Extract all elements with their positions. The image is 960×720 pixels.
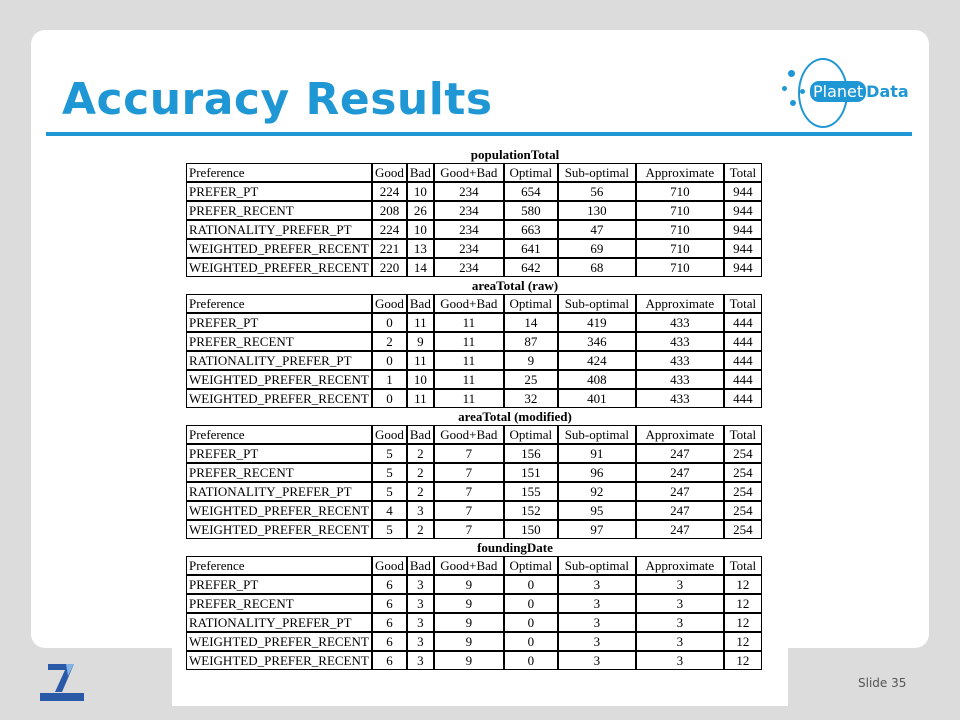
table-header-row xyxy=(186,294,762,313)
preference-cell: PREFER_PT xyxy=(186,444,372,463)
value-cell: 2 xyxy=(407,482,434,501)
value-cell: 254 xyxy=(724,482,762,501)
slide-number-value: 35 xyxy=(891,676,907,690)
value-cell: 7 xyxy=(434,520,504,539)
value-cell: 155 xyxy=(504,482,558,501)
value-cell: 9 xyxy=(434,594,504,613)
logo-wordmark xyxy=(810,82,909,101)
value-cell: 247 xyxy=(636,501,724,520)
value-cell: 944 xyxy=(724,182,762,201)
value-cell: 152 xyxy=(504,501,558,520)
value-cell: 1 xyxy=(372,370,407,389)
value-cell: 408 xyxy=(558,370,636,389)
value-cell: 150 xyxy=(504,520,558,539)
table-row xyxy=(186,201,762,220)
preference-cell: PREFER_PT xyxy=(186,575,372,594)
value-cell: 7 xyxy=(434,444,504,463)
value-cell: 11 xyxy=(434,389,504,408)
value-cell: 710 xyxy=(636,239,724,258)
results-section xyxy=(172,146,788,277)
value-cell: 11 xyxy=(407,351,434,370)
value-cell: 9 xyxy=(434,575,504,594)
value-cell: 654 xyxy=(504,182,558,201)
value-cell: 0 xyxy=(504,613,558,632)
value-cell: 710 xyxy=(636,182,724,201)
value-cell: 710 xyxy=(636,258,724,277)
value-cell: 7 xyxy=(434,482,504,501)
value-cell: 234 xyxy=(434,201,504,220)
value-cell: 5 xyxy=(372,482,407,501)
fp7-seven-icon xyxy=(46,662,76,692)
table-row xyxy=(186,651,762,670)
table-row xyxy=(186,220,762,239)
value-cell: 663 xyxy=(504,220,558,239)
value-cell: 4 xyxy=(372,501,407,520)
value-cell: 97 xyxy=(558,520,636,539)
table-caption: foundingDate xyxy=(477,540,553,555)
logo-dot xyxy=(788,70,795,77)
column-header: Bad xyxy=(407,294,434,313)
value-cell: 433 xyxy=(636,332,724,351)
value-cell: 3 xyxy=(407,632,434,651)
value-cell: 224 xyxy=(372,182,407,201)
value-cell: 156 xyxy=(504,444,558,463)
value-cell: 3 xyxy=(558,632,636,651)
value-cell: 3 xyxy=(636,613,724,632)
column-header: Total xyxy=(724,163,762,182)
value-cell: 6 xyxy=(372,613,407,632)
table-row xyxy=(186,463,762,482)
value-cell: 130 xyxy=(558,201,636,220)
value-cell: 433 xyxy=(636,351,724,370)
value-cell: 3 xyxy=(558,594,636,613)
value-cell: 5 xyxy=(372,463,407,482)
value-cell: 346 xyxy=(558,332,636,351)
results-table xyxy=(186,425,762,539)
column-header: Total xyxy=(724,294,762,313)
value-cell: 26 xyxy=(407,201,434,220)
results-tables xyxy=(172,146,788,706)
value-cell: 92 xyxy=(558,482,636,501)
preference-cell: RATIONALITY_PREFER_PT xyxy=(186,220,372,239)
column-header: Sub-optimal xyxy=(558,425,636,444)
value-cell: 9 xyxy=(407,332,434,351)
table-row xyxy=(186,501,762,520)
value-cell: 3 xyxy=(407,651,434,670)
preference-cell: WEIGHTED_PREFER_RECENT xyxy=(186,501,372,520)
value-cell: 11 xyxy=(407,313,434,332)
preference-cell: RATIONALITY_PREFER_PT xyxy=(186,482,372,501)
column-header: Approximate xyxy=(636,163,724,182)
value-cell: 96 xyxy=(558,463,636,482)
table-header-row xyxy=(186,425,762,444)
logo-word-data: Data xyxy=(866,82,909,101)
value-cell: 234 xyxy=(434,239,504,258)
column-header: Optimal xyxy=(504,425,558,444)
value-cell: 12 xyxy=(724,632,762,651)
logo-dot xyxy=(790,100,796,106)
value-cell: 3 xyxy=(636,651,724,670)
value-cell: 580 xyxy=(504,201,558,220)
value-cell: 11 xyxy=(434,370,504,389)
preference-cell: WEIGHTED_PREFER_RECENT xyxy=(186,520,372,539)
value-cell: 12 xyxy=(724,575,762,594)
column-header: Good+Bad xyxy=(434,425,504,444)
preference-cell: WEIGHTED_PREFER_RECENT xyxy=(186,370,372,389)
value-cell: 151 xyxy=(504,463,558,482)
value-cell: 444 xyxy=(724,389,762,408)
column-header: Total xyxy=(724,556,762,575)
column-header: Approximate xyxy=(636,425,724,444)
logo-dot xyxy=(800,89,805,94)
value-cell: 14 xyxy=(407,258,434,277)
column-header: Sub-optimal xyxy=(558,556,636,575)
value-cell: 7 xyxy=(434,501,504,520)
value-cell: 12 xyxy=(724,613,762,632)
table-row xyxy=(186,482,762,501)
column-header: Good xyxy=(372,556,407,575)
value-cell: 444 xyxy=(724,370,762,389)
table-row xyxy=(186,389,762,408)
column-header: Bad xyxy=(407,425,434,444)
value-cell: 234 xyxy=(434,258,504,277)
value-cell: 2 xyxy=(407,444,434,463)
value-cell: 444 xyxy=(724,351,762,370)
column-header: Preference xyxy=(186,556,372,575)
value-cell: 444 xyxy=(724,313,762,332)
column-header: Optimal xyxy=(504,294,558,313)
value-cell: 3 xyxy=(636,575,724,594)
value-cell: 247 xyxy=(636,444,724,463)
table-row xyxy=(186,332,762,351)
table-row xyxy=(186,239,762,258)
preference-cell: WEIGHTED_PREFER_RECENT xyxy=(186,389,372,408)
table-row xyxy=(186,351,762,370)
results-section xyxy=(172,277,788,408)
logo-word-planet: Planet xyxy=(810,81,866,102)
value-cell: 87 xyxy=(504,332,558,351)
value-cell: 247 xyxy=(636,520,724,539)
column-header: Sub-optimal xyxy=(558,163,636,182)
column-header: Good+Bad xyxy=(434,294,504,313)
preference-cell: RATIONALITY_PREFER_PT xyxy=(186,351,372,370)
column-header: Approximate xyxy=(636,556,724,575)
value-cell: 247 xyxy=(636,482,724,501)
column-header: Good xyxy=(372,294,407,313)
value-cell: 11 xyxy=(434,351,504,370)
table-row xyxy=(186,594,762,613)
value-cell: 25 xyxy=(504,370,558,389)
slide-label: Slide xyxy=(858,676,888,690)
value-cell: 13 xyxy=(407,239,434,258)
preference-cell: PREFER_RECENT xyxy=(186,463,372,482)
table-row xyxy=(186,575,762,594)
value-cell: 11 xyxy=(434,313,504,332)
preference-cell: WEIGHTED_PREFER_RECENT xyxy=(186,258,372,277)
value-cell: 3 xyxy=(636,632,724,651)
value-cell: 6 xyxy=(372,632,407,651)
fp7-logo xyxy=(40,662,84,704)
planet-data-logo xyxy=(778,56,928,136)
column-header: Preference xyxy=(186,163,372,182)
value-cell: 3 xyxy=(558,575,636,594)
column-header: Bad xyxy=(407,163,434,182)
preference-cell: PREFER_PT xyxy=(186,313,372,332)
value-cell: 5 xyxy=(372,520,407,539)
results-section xyxy=(172,539,788,670)
value-cell: 3 xyxy=(407,613,434,632)
table-row xyxy=(186,370,762,389)
table-header-row xyxy=(186,556,762,575)
preference-cell: PREFER_RECENT xyxy=(186,201,372,220)
table-caption: areaTotal (modified) xyxy=(458,409,572,424)
value-cell: 47 xyxy=(558,220,636,239)
value-cell: 0 xyxy=(504,575,558,594)
value-cell: 7 xyxy=(434,463,504,482)
value-cell: 944 xyxy=(724,201,762,220)
value-cell: 9 xyxy=(434,632,504,651)
value-cell: 91 xyxy=(558,444,636,463)
value-cell: 433 xyxy=(636,313,724,332)
value-cell: 944 xyxy=(724,239,762,258)
value-cell: 5 xyxy=(372,444,407,463)
value-cell: 254 xyxy=(724,463,762,482)
table-row xyxy=(186,313,762,332)
preference-cell: PREFER_RECENT xyxy=(186,332,372,351)
value-cell: 433 xyxy=(636,370,724,389)
value-cell: 2 xyxy=(407,520,434,539)
column-header: Optimal xyxy=(504,556,558,575)
column-header: Optimal xyxy=(504,163,558,182)
preference-cell: WEIGHTED_PREFER_RECENT xyxy=(186,651,372,670)
value-cell: 220 xyxy=(372,258,407,277)
value-cell: 224 xyxy=(372,220,407,239)
column-header: Good xyxy=(372,425,407,444)
value-cell: 12 xyxy=(724,651,762,670)
table-row xyxy=(186,258,762,277)
table-caption: areaTotal (raw) xyxy=(471,278,559,293)
value-cell: 3 xyxy=(407,575,434,594)
value-cell: 68 xyxy=(558,258,636,277)
value-cell: 944 xyxy=(724,258,762,277)
value-cell: 254 xyxy=(724,520,762,539)
value-cell: 10 xyxy=(407,182,434,201)
value-cell: 401 xyxy=(558,389,636,408)
value-cell: 6 xyxy=(372,594,407,613)
table-row xyxy=(186,632,762,651)
fp7-caption-bar xyxy=(40,693,84,701)
value-cell: 2 xyxy=(407,463,434,482)
value-cell: 3 xyxy=(636,594,724,613)
value-cell: 6 xyxy=(372,575,407,594)
column-header: Good+Bad xyxy=(434,556,504,575)
preference-cell: RATIONALITY_PREFER_PT xyxy=(186,613,372,632)
value-cell: 3 xyxy=(558,613,636,632)
value-cell: 10 xyxy=(407,220,434,239)
value-cell: 0 xyxy=(504,651,558,670)
value-cell: 234 xyxy=(434,220,504,239)
value-cell: 2 xyxy=(372,332,407,351)
value-cell: 9 xyxy=(434,651,504,670)
preference-cell: WEIGHTED_PREFER_RECENT xyxy=(186,239,372,258)
value-cell: 95 xyxy=(558,501,636,520)
column-header: Sub-optimal xyxy=(558,294,636,313)
value-cell: 641 xyxy=(504,239,558,258)
value-cell: 14 xyxy=(504,313,558,332)
results-table xyxy=(186,163,762,277)
value-cell: 3 xyxy=(558,651,636,670)
value-cell: 0 xyxy=(372,389,407,408)
value-cell: 710 xyxy=(636,201,724,220)
value-cell: 0 xyxy=(372,313,407,332)
preference-cell: PREFER_RECENT xyxy=(186,594,372,613)
logo-dot xyxy=(782,86,787,91)
value-cell: 0 xyxy=(372,351,407,370)
column-header: Preference xyxy=(186,425,372,444)
value-cell: 6 xyxy=(372,651,407,670)
table-caption: populationTotal xyxy=(470,147,560,162)
value-cell: 12 xyxy=(724,594,762,613)
column-header: Good xyxy=(372,163,407,182)
value-cell: 10 xyxy=(407,370,434,389)
value-cell: 11 xyxy=(407,389,434,408)
column-header: Bad xyxy=(407,556,434,575)
results-table xyxy=(186,556,762,670)
column-header: Total xyxy=(724,425,762,444)
value-cell: 56 xyxy=(558,182,636,201)
value-cell: 424 xyxy=(558,351,636,370)
table-row xyxy=(186,520,762,539)
table-row xyxy=(186,613,762,632)
value-cell: 0 xyxy=(504,594,558,613)
slide-title: Accuracy Results xyxy=(62,74,493,125)
value-cell: 32 xyxy=(504,389,558,408)
slide-number xyxy=(858,676,906,690)
value-cell: 9 xyxy=(434,613,504,632)
value-cell: 433 xyxy=(636,389,724,408)
table-header-row xyxy=(186,163,762,182)
column-header: Preference xyxy=(186,294,372,313)
value-cell: 710 xyxy=(636,220,724,239)
value-cell: 208 xyxy=(372,201,407,220)
value-cell: 3 xyxy=(407,594,434,613)
value-cell: 11 xyxy=(434,332,504,351)
column-header: Approximate xyxy=(636,294,724,313)
value-cell: 642 xyxy=(504,258,558,277)
value-cell: 247 xyxy=(636,463,724,482)
table-row xyxy=(186,182,762,201)
value-cell: 9 xyxy=(504,351,558,370)
preference-cell: PREFER_PT xyxy=(186,182,372,201)
value-cell: 944 xyxy=(724,220,762,239)
column-header: Good+Bad xyxy=(434,163,504,182)
table-row xyxy=(186,444,762,463)
results-table xyxy=(186,294,762,408)
value-cell: 254 xyxy=(724,444,762,463)
results-section xyxy=(172,408,788,539)
value-cell: 234 xyxy=(434,182,504,201)
value-cell: 221 xyxy=(372,239,407,258)
value-cell: 419 xyxy=(558,313,636,332)
value-cell: 254 xyxy=(724,501,762,520)
value-cell: 444 xyxy=(724,332,762,351)
value-cell: 69 xyxy=(558,239,636,258)
preference-cell: WEIGHTED_PREFER_RECENT xyxy=(186,632,372,651)
value-cell: 0 xyxy=(504,632,558,651)
value-cell: 3 xyxy=(407,501,434,520)
